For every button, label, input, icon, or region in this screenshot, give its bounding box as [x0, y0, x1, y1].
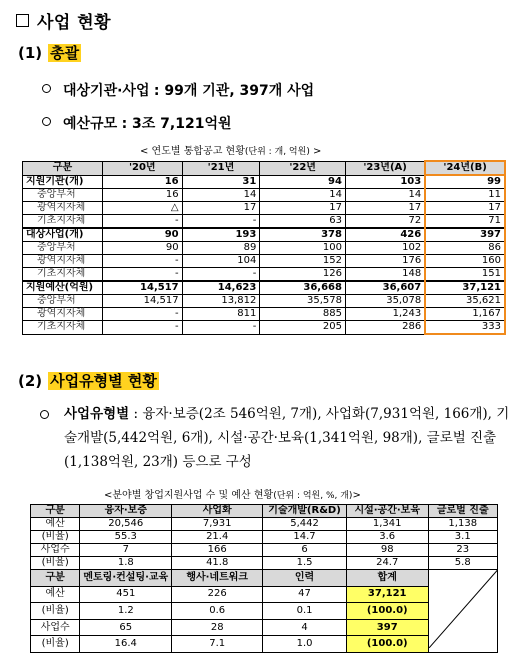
table-cell: 31	[182, 175, 260, 189]
table-header: 구분	[31, 570, 80, 587]
table-row	[31, 586, 498, 603]
table-cell: 1,243	[345, 308, 425, 321]
table-2-caption-text: <분야별 창업지원사업 수 및 예산 현황	[104, 490, 274, 501]
row-label: (비율)	[31, 531, 80, 544]
table-cell: 1.8	[80, 557, 172, 570]
table-cell: 1.2	[80, 603, 172, 620]
table-cell: -	[102, 308, 182, 321]
table-row	[23, 202, 506, 215]
table-header: 멘토링·컨설팅·교육	[80, 570, 172, 587]
table-cell: 17	[425, 202, 505, 215]
row-label: 기초지자체	[23, 321, 103, 335]
table-cell: 47	[263, 586, 347, 603]
paragraph-text: : 융자·보증(2조 546억원, 7개), 사업화(7,931억원, 166개), 기술개발(5,442억원, 6개), 시설·공간·보육(1,341억원, 98개), 글로벌 진출(1,138억원, 23개) 등으로 구성	[64, 406, 510, 470]
table-cell: 35,578	[260, 295, 346, 308]
table-1-header: 구분	[23, 161, 103, 175]
table-cell: 1,138	[428, 518, 498, 531]
table-cell: 885	[260, 308, 346, 321]
total-cell: (100.0)	[346, 636, 428, 653]
table-cell: 20,546	[80, 518, 172, 531]
table-cell: 426	[345, 228, 425, 242]
table-cell: 16.4	[80, 636, 172, 653]
table-header: 기술개발(R&D)	[263, 505, 347, 518]
table-cell: 14	[182, 189, 260, 202]
table-cell: 205	[260, 321, 346, 335]
row-label: (비율)	[31, 603, 80, 620]
table-header: 사업화	[172, 505, 263, 518]
row-label: 광역지자체	[23, 255, 103, 268]
row-label: 기초지자체	[23, 268, 103, 282]
table-cell: 0.1	[263, 603, 347, 620]
table-row	[23, 255, 506, 268]
row-label: 중앙부처	[23, 295, 103, 308]
row-label: 중앙부처	[23, 189, 103, 202]
table-cell: 151	[425, 268, 505, 282]
table-cell: 41.8	[172, 557, 263, 570]
table-cell: -	[182, 268, 260, 282]
table-cell: 28	[172, 619, 263, 636]
table-cell: 4	[263, 619, 347, 636]
row-label: 중앙부처	[23, 242, 103, 255]
table-cell: 86	[425, 242, 505, 255]
table-cell: 148	[345, 268, 425, 282]
table-cell: 24.7	[346, 557, 428, 570]
section-title-text: 사업 현황	[37, 13, 112, 33]
row-label: 대상사업(개)	[23, 228, 103, 242]
table-cell: 14,517	[102, 295, 182, 308]
table-cell: 63	[260, 215, 346, 229]
total-cell: 37,121	[346, 586, 428, 603]
table-row	[31, 531, 498, 544]
bullet-1-label: 대상기관·사업	[63, 83, 150, 99]
table-cell: 286	[345, 321, 425, 335]
table-cell: 23	[428, 544, 498, 557]
checkbox-square-icon	[16, 14, 29, 27]
table-header: 글로벌 진출	[428, 505, 498, 518]
table-cell: 7.1	[172, 636, 263, 653]
table-cell: 16	[102, 189, 182, 202]
table-cell: 102	[345, 242, 425, 255]
table-cell: 35,078	[345, 295, 425, 308]
table-cell: 3.1	[428, 531, 498, 544]
table-2-unit: (단위 : 억원, %, 개)	[273, 491, 353, 501]
table-cell: 152	[260, 255, 346, 268]
table-cell: 90	[102, 228, 182, 242]
subsection-2-number: (2)	[18, 372, 43, 390]
total-cell: (100.0)	[346, 603, 428, 620]
row-label: 지원예산(억원)	[23, 281, 103, 295]
table-row	[23, 242, 506, 255]
table-header-row	[31, 505, 498, 518]
table-row	[31, 636, 498, 653]
table-1-header: '21년	[182, 161, 260, 175]
table-row	[23, 189, 506, 202]
table-cell: 1,341	[346, 518, 428, 531]
table-cell: 104	[182, 255, 260, 268]
table-1-header: '24년(B)	[425, 161, 505, 175]
table-cell: 1.0	[263, 636, 347, 653]
table-cell: 21.4	[172, 531, 263, 544]
row-label: (비율)	[31, 636, 80, 653]
table-cell: 36,607	[345, 281, 425, 295]
table-2-caption-end: >	[352, 490, 361, 501]
table-cell: 16	[102, 175, 182, 189]
table-cell: 35,621	[425, 295, 505, 308]
table-cell: 397	[425, 228, 505, 242]
table-cell: 65	[80, 619, 172, 636]
table-cell: 94	[260, 175, 346, 189]
table-cell: 11	[425, 189, 505, 202]
bullet-target-orgs	[42, 80, 314, 100]
bullet-2-text: : 3조 7,121억원	[121, 116, 232, 132]
table-cell: 13,812	[182, 295, 260, 308]
table-cell: 103	[345, 175, 425, 189]
table-header: 인력	[263, 570, 347, 587]
row-label: 사업수	[31, 619, 80, 636]
circle-bullet-icon	[40, 410, 49, 419]
table-cell: 17	[260, 202, 346, 215]
empty-diagonal-cell	[428, 570, 498, 653]
paragraph-label: 사업유형별	[64, 406, 130, 422]
table-cell: 100	[260, 242, 346, 255]
table-cell: 5,442	[263, 518, 347, 531]
table-cell: 160	[425, 255, 505, 268]
table-cell: 378	[260, 228, 346, 242]
field-budget-table	[30, 504, 498, 653]
table-row	[23, 175, 506, 189]
table-row	[23, 228, 506, 242]
table-row	[23, 321, 506, 335]
table-1-caption-end: >	[309, 146, 322, 157]
circle-bullet-icon	[42, 84, 51, 93]
table-header: 융자·보증	[80, 505, 172, 518]
section-title	[16, 8, 111, 33]
bullet-1-text: : 99개 기관, 397개 사업	[153, 83, 315, 99]
table-cell: 14	[345, 189, 425, 202]
table-cell: 7,931	[172, 518, 263, 531]
table-row	[23, 308, 506, 321]
table-cell: 5.8	[428, 557, 498, 570]
table-1-caption	[140, 142, 321, 157]
table-cell: -	[102, 215, 182, 229]
table-cell: 6	[263, 544, 347, 557]
table-1-header: '22년	[260, 161, 346, 175]
table-row	[31, 518, 498, 531]
table-1-caption-text: < 연도별 통합공고 현황	[140, 146, 245, 157]
table-cell: 333	[425, 321, 505, 335]
circle-bullet-icon	[42, 117, 51, 126]
row-label: 기초지자체	[23, 215, 103, 229]
table-cell: 14	[260, 189, 346, 202]
table-cell: 14.7	[263, 531, 347, 544]
table-cell: 99	[425, 175, 505, 189]
business-type-paragraph	[64, 402, 516, 474]
table-cell: 126	[260, 268, 346, 282]
bullet-budget	[42, 113, 232, 133]
table-cell: 193	[182, 228, 260, 242]
yearly-announcement-table	[22, 160, 506, 335]
subsection-2-heading	[18, 370, 159, 391]
table-cell: -	[102, 255, 182, 268]
table-cell: 451	[80, 586, 172, 603]
table-2-caption	[104, 486, 361, 501]
table-cell: 811	[182, 308, 260, 321]
table-row	[31, 603, 498, 620]
table-row	[23, 281, 506, 295]
table-cell: 226	[172, 586, 263, 603]
table-cell: 14,517	[102, 281, 182, 295]
total-cell: 397	[346, 619, 428, 636]
table-cell: 3.6	[346, 531, 428, 544]
subsection-1-title: 총괄	[50, 44, 80, 62]
table-header: 행사·네트워크	[172, 570, 263, 587]
table-cell: 1,167	[425, 308, 505, 321]
table-header: 합계	[346, 570, 428, 587]
table-cell: -	[182, 321, 260, 335]
table-header: 시설·공간·보육	[346, 505, 428, 518]
row-label: (비율)	[31, 557, 80, 570]
table-1-header-row	[23, 161, 506, 175]
subsection-1-number: (1)	[18, 44, 43, 62]
subsection-1-heading	[18, 42, 81, 63]
subsection-2-title: 사업유형별 현황	[50, 372, 157, 390]
table-cell: 98	[346, 544, 428, 557]
row-label: 광역지자체	[23, 308, 103, 321]
table-cell: -	[102, 268, 182, 282]
table-cell: △	[102, 202, 182, 215]
table-cell: 7	[80, 544, 172, 557]
row-label: 사업수	[31, 544, 80, 557]
table-cell: 55.3	[80, 531, 172, 544]
table-cell: 36,668	[260, 281, 346, 295]
table-cell: 72	[345, 215, 425, 229]
row-label: 광역지자체	[23, 202, 103, 215]
table-cell: 17	[345, 202, 425, 215]
table-cell: -	[102, 321, 182, 335]
table-header: 구분	[31, 505, 80, 518]
table-row	[23, 295, 506, 308]
table-cell: 166	[172, 544, 263, 557]
table-row	[31, 557, 498, 570]
row-label: 예산	[31, 518, 80, 531]
row-label: 예산	[31, 586, 80, 603]
table-row	[23, 215, 506, 229]
bullet-2-label: 예산규모	[63, 116, 118, 132]
table-1-header: '23년(A)	[345, 161, 425, 175]
table-cell: 176	[345, 255, 425, 268]
table-cell: 90	[102, 242, 182, 255]
table-row	[23, 268, 506, 282]
table-cell: 1.5	[263, 557, 347, 570]
table-cell: 0.6	[172, 603, 263, 620]
table-1-unit: (단위 : 개, 억원)	[244, 147, 310, 157]
table-cell: 14,623	[182, 281, 260, 295]
table-cell: 89	[182, 242, 260, 255]
table-row	[31, 544, 498, 557]
table-cell: 37,121	[425, 281, 505, 295]
table-row	[31, 619, 498, 636]
row-label: 지원기관(개)	[23, 175, 103, 189]
table-cell: 17	[182, 202, 260, 215]
diagonal-line	[429, 570, 498, 648]
table-1-header: '20년	[102, 161, 182, 175]
table-cell: 71	[425, 215, 505, 229]
table-cell: -	[182, 215, 260, 229]
table-header-row	[31, 570, 498, 587]
